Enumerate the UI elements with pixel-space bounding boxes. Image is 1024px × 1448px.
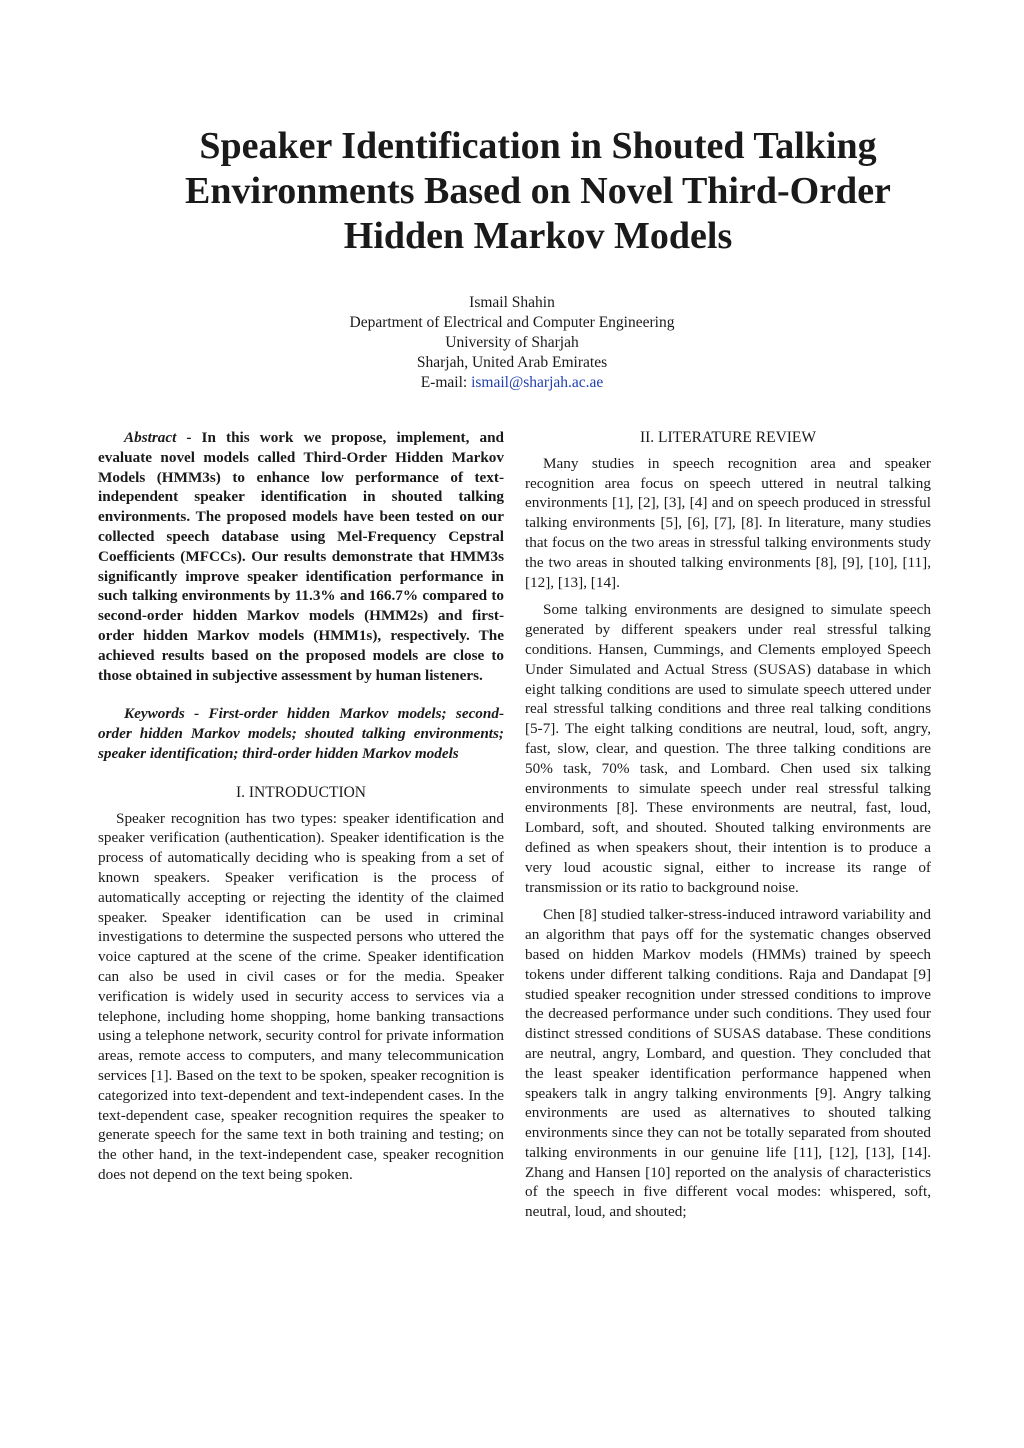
literature-paragraph: Chen [8] studied talker-stress-induced intraword variability and an algorithm that pays off for the systematic changes observed based on hidden Markov models (HMMs) trained by speech tokens under different talking conditions. Raja and Dandapat [9] studied speaker recognition under stressed conditions to improve the decreased performance under such conditions. They used four distinct stressed conditions of SUSAS database. These conditions are neutral, angry, Lombard, and question. They concluded that the least speaker identification performance happened when speakers talk in angry talking environments [9]. Angry talking environments are used as alternatives to shouted talking environments since they can not be totally separated from shouted talking environments in our genuine life [11], [12], [13], [14]. Zhang and Hansen [10] reported on the analysis of characteristics of the speech in five different vocal modes: whispered, soft, neutral, loud, and shouted; bbox=[525, 906, 931, 1221]
literature-paragraph: Many studies in speech recognition area and speaker recognition area focus on speech uttered in neutral talking environments [1], [2], [3], [4] and on speech produced in stressful talking environments [5], [6], [7], [8]. In literature, many studies that focus on the two areas in stressful talking environments study the two areas in shouted talking environments [8], [9], [10], [11], [12], [13], [14]. bbox=[525, 454, 931, 591]
keywords-label: Keywords bbox=[124, 705, 185, 723]
author-block bbox=[212, 293, 812, 393]
title-line: Environments Based on Novel Third-Order bbox=[185, 170, 891, 212]
keywords bbox=[98, 704, 504, 763]
email-label: E-mail: bbox=[420, 374, 472, 391]
literature-paragraph: Some talking environments are designed to simulate speech generated by different speakers under real stressful talking conditions. Hansen, Cummings, and Clements employed Speech Under Simulated and Actual Stress (SUSAS) database in which eight talking conditions are used to simulate speech uttered under real stressful talking conditions and three real talking conditions [5-7]. The eight talking conditions are neutral, loud, soft, angry, fast, slow, clear, and question. The three talking conditions are 50% task, 70% task, and Lombard. Chen used six talking environments to simulate speech under real stressful talking environments [8]. These environments are neutral, fast, loud, Lombard, soft, and shouted. Shouted talking environments are defined as when speakers shout, their intention is to produce a very loud acoustic signal, either to increase its range of transmission or its ratio to background noise. bbox=[525, 601, 931, 896]
abstract bbox=[98, 428, 504, 685]
author-name: Ismail Shahin bbox=[469, 294, 555, 311]
abstract-label: Abstract bbox=[124, 429, 177, 446]
abstract-text: - In this work we propose, implement, and evaluate novel models called Third-Order Hidden Markov Models (HMM3s) to enhance low performance of text-independent speaker identification in shouted talking environments. The proposed models have been tested on our collected speech database using Mel-Frequency Cepstral Coefficients (MFCCs). Our results demonstrate that HMM3s significantly improve speaker identification performance in such talking environments by 11.3% and 166.7% compared to second-order hidden Markov models (HMM2s) and first-order hidden Markov models (HMM1s), respectively. The achieved results based on the proposed models are close to those obtained in subjective assessment by human listeners. bbox=[98, 429, 504, 684]
title-line: Speaker Identification in Shouted Talking bbox=[199, 125, 877, 167]
paper-title bbox=[150, 124, 926, 259]
right-column bbox=[525, 428, 931, 1222]
keywords-text: - First-order hidden Markov models; second-order hidden Markov models; shouted talking environments; speaker identification; third-order hidden Markov models bbox=[98, 705, 504, 762]
title-line: Hidden Markov Models bbox=[343, 215, 733, 257]
left-column bbox=[98, 428, 504, 1185]
section-heading-literature-review: II. LITERATURE REVIEW bbox=[639, 429, 817, 446]
introduction-paragraph: Speaker recognition has two types: speaker identification and speaker verification (authentication). Speaker identification is the process of automatically deciding who is speaking from a set of known speakers. Speaker verification is the process of automatically accepting or rejecting the identity of the claimed speaker. Speaker identification can be used in criminal investigations to determine the suspected persons who uttered the voice captured at the scene of the crime. Speaker identification can also be used in civil cases or for the media. Speaker verification is widely used in security access to services via a telephone, including home shopping, home banking transactions using a telephone network, security control for private information areas, remote access to computers, and many telecommunication services [1]. Based on the text to be spoken, speaker recognition is categorized into text-dependent and text-independent cases. In the text-dependent case, speaker recognition requires the speaker to generate speech for the same text in both training and testing; on the other hand, in the text-independent case, speaker recognition does not depend on the text being spoken. bbox=[98, 809, 504, 1183]
email-link[interactable]: ismail@sharjah.ac.ae bbox=[471, 374, 604, 391]
author-email-line bbox=[212, 373, 812, 393]
author-location: Sharjah, United Arab Emirates bbox=[416, 354, 608, 371]
author-department: Department of Electrical and Computer Engineering bbox=[349, 314, 675, 331]
section-heading-introduction: I. INTRODUCTION bbox=[235, 783, 366, 801]
author-university: University of Sharjah bbox=[445, 334, 579, 351]
